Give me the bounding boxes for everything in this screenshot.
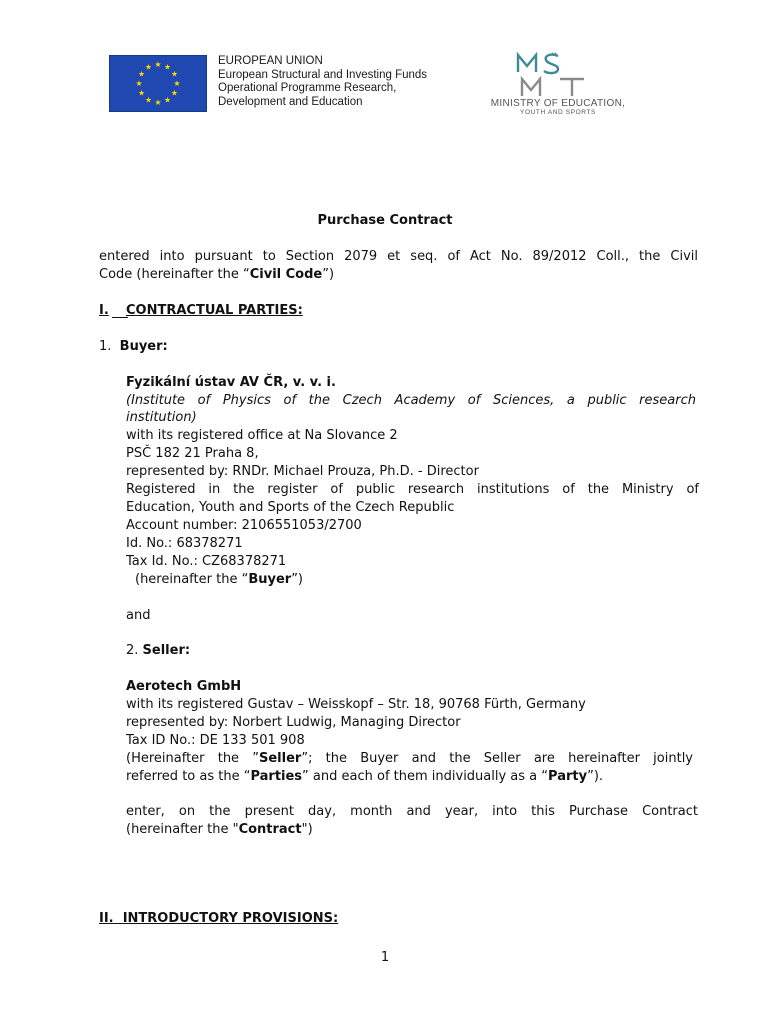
text-span: (hereinafter the “: [135, 572, 249, 587]
text-span: ” and each of them individually as a “: [302, 769, 549, 784]
msmt-caption: [478, 98, 638, 117]
eu-star-icon: [139, 71, 145, 77]
section-2-number: II.: [99, 911, 114, 926]
buyer-heading: Buyer:: [119, 339, 168, 354]
text-span: Code (hereinafter the “: [99, 267, 250, 282]
text-span: referred to as the “: [126, 769, 251, 784]
buyer-represented: represented by: RNDr. Michael Prouza, Ph.D. - Director: [126, 464, 479, 479]
eu-flag-logo: [109, 55, 207, 112]
text-span: "): [301, 822, 313, 837]
buyer-english-name-2: institution): [126, 410, 197, 425]
msmt-sub-line: YOUTH AND SPORTS: [520, 109, 596, 116]
eu-star-icon: [146, 64, 152, 70]
eu-star-icon: [136, 80, 142, 86]
party-term: Party: [548, 769, 588, 784]
parties-term: Parties: [250, 769, 303, 784]
text-span: (Hereinafter the ”: [126, 751, 259, 766]
seller-hereinafter-2: [126, 768, 603, 786]
contract-term: Contract: [238, 822, 302, 837]
text-span: ”): [322, 267, 335, 282]
seller-office: with its registered Gustav – Weisskopf – Str. 18, 90768 Fürth, Germany: [126, 697, 586, 712]
and-text: and: [126, 608, 151, 623]
section-1-number: I.: [99, 303, 109, 318]
eu-star-icon: [174, 80, 180, 86]
msmt-logo: [514, 52, 596, 98]
text-span: ”): [291, 572, 303, 587]
enter-line-1: enter, on the present day, month and year, into this Purchase Contract: [126, 804, 698, 819]
enter-line-2: [126, 821, 313, 839]
eu-line: EUROPEAN UNION: [218, 55, 323, 67]
buyer-registered-1: Registered in the register of public research institutions of the Ministry of: [126, 482, 699, 497]
eu-line: Development and Education: [218, 95, 363, 108]
eu-stars-icon: [110, 56, 206, 111]
seller-heading: Seller:: [142, 643, 191, 658]
document-title: Purchase Contract: [317, 213, 453, 228]
eu-line: Operational Programme Research,: [218, 82, 397, 95]
seller-hereinafter-1: [126, 750, 693, 768]
seller-tax-id: Tax ID No.: DE 133 501 908: [126, 733, 305, 748]
eu-star-icon: [155, 61, 161, 67]
section-1-title: CONTRACTUAL PARTIES:: [126, 303, 303, 318]
seller-number: 2.: [126, 643, 139, 658]
page-number: 1: [380, 950, 390, 965]
text-span: ”).: [587, 769, 604, 784]
text-span: ”; the Buyer and the Seller are hereinafter jointly: [301, 751, 693, 766]
text-span: (hereinafter the ": [126, 822, 239, 837]
buyer-name: Fyzikální ústav AV ČR, v. v. i.: [126, 375, 336, 390]
section-2-heading: [99, 910, 338, 928]
eu-star-icon: [146, 97, 152, 103]
section-2-title: INTRODUCTORY PROVISIONS:: [122, 911, 339, 926]
seller-label: [126, 642, 190, 660]
buyer-id: Id. No.: 68378271: [126, 536, 243, 551]
seller-term: Seller: [259, 751, 302, 766]
eu-star-icon: [139, 90, 145, 96]
buyer-registered-2: Education, Youth and Sports of the Czech Republic: [126, 500, 455, 515]
buyer-number: 1.: [99, 339, 112, 354]
eu-star-icon: [155, 99, 161, 105]
buyer-term: Buyer: [248, 572, 292, 587]
msmt-name-line: MINISTRY OF EDUCATION,: [490, 98, 626, 109]
buyer-label: [99, 338, 168, 356]
buyer-english-name-1: (Institute of Physics of the Czech Academy of Sciences, a public research: [126, 393, 696, 408]
eu-line: European Structural and Investing Funds: [218, 68, 428, 81]
msmt-monogram-icon: [514, 52, 596, 98]
eu-star-icon: [172, 71, 178, 77]
intro-line-1: entered into pursuant to Section 2079 et seq. of Act No. 89/2012 Coll., the Civil: [99, 249, 698, 264]
seller-represented: represented by: Norbert Ludwig, Managing Director: [126, 715, 461, 730]
buyer-city: PSČ 182 21 Praha 8,: [126, 446, 259, 461]
eu-star-icon: [165, 64, 171, 70]
eu-star-icon: [165, 97, 171, 103]
buyer-tax-id: Tax Id. No.: CZ68378271: [126, 554, 287, 569]
eu-star-icon: [172, 90, 178, 96]
civil-code-term: Civil Code: [249, 267, 323, 282]
eu-funding-text: [218, 55, 427, 109]
intro-line-2: [99, 266, 334, 284]
buyer-office: with its registered office at Na Slovance 2: [126, 428, 398, 443]
buyer-account: Account number: 2106551053/2700: [126, 518, 362, 533]
heading-underline-gap: [112, 317, 128, 318]
seller-name: Aerotech GmbH: [126, 679, 242, 694]
buyer-hereinafter: [135, 571, 303, 589]
